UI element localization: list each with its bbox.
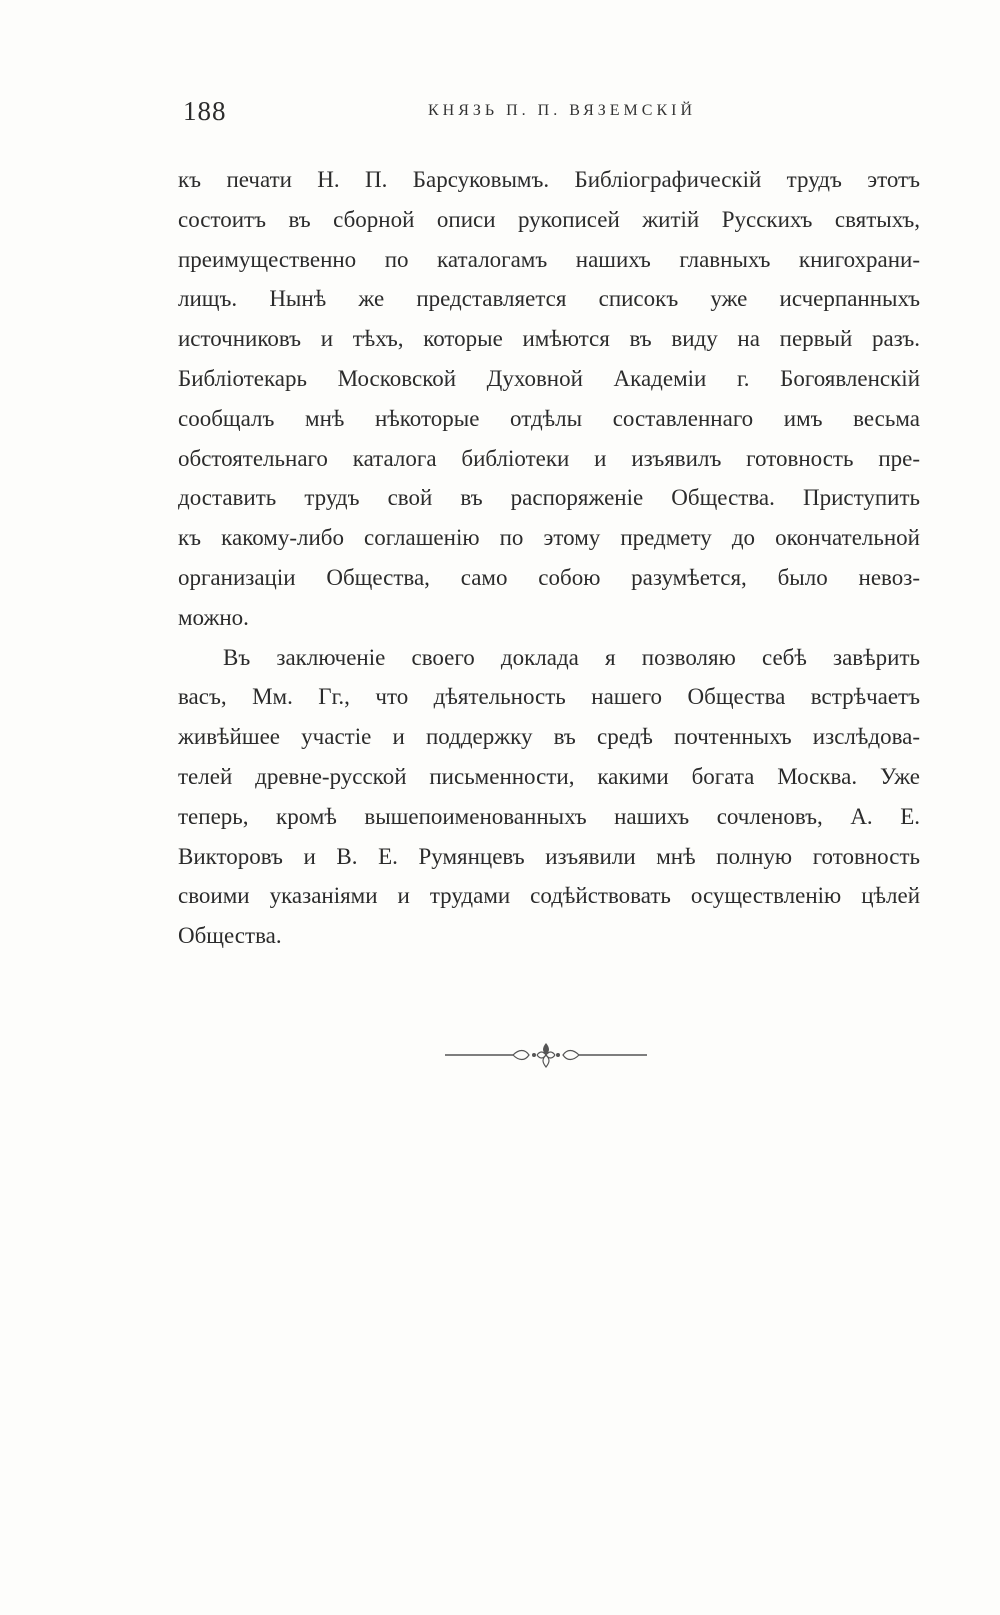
paragraph-1 [178, 160, 920, 638]
text-line: къ печати Н. П. Барсуковымъ. Библіографическій трудъ этотъ [178, 167, 920, 192]
text-line: Въ заключеніе своего доклада я позволяю себѣ завѣрить [223, 644, 920, 670]
text-line: преимущественно по каталогамъ нашихъ главныхъ книгохрани- [178, 246, 920, 272]
text-line: доставить трудъ свой въ распоряженіе Общества. Приступить [178, 485, 920, 511]
text-line: сообщалъ мнѣ нѣкоторые отдѣлы составленнаго имъ весьма [178, 405, 920, 431]
text-line: состоитъ въ сборной описи рукописей житій Русскихъ святыхъ, [178, 206, 920, 232]
paragraph-2 [178, 638, 920, 956]
text-line: васъ, Мм. Гг., что дѣятельность нашего Общества встрѣчаетъ [178, 684, 920, 710]
text-line: обстоятельнаго каталога библіотеки и изъявилъ готовность пре- [178, 445, 920, 471]
text-line: телей древне-русской письменности, какими богата Москва. Уже [178, 763, 920, 789]
text-line: Викторовъ и В. Е. Румянцевъ изъявили мнѣ полную готовность [178, 843, 920, 869]
text-line: теперь, кромѣ вышепоименованныхъ нашихъ сочленовъ, А. Е. [178, 803, 920, 829]
running-head [183, 96, 905, 136]
tailpiece-ornament [445, 1040, 647, 1070]
page-number: 188 [183, 96, 227, 126]
text-line: живѣйшее участіе и поддержку въ средѣ почтенныхъ изслѣдова- [178, 724, 920, 750]
text-line: можно. [178, 604, 249, 630]
text-line: Общества. [178, 923, 282, 949]
text-line: организаціи Общества, само собою разумѣется, было невоз- [178, 564, 920, 590]
text-line: Библіотекарь Московской Духовной Академіи г. Богоявленскій [178, 365, 920, 391]
body-text [178, 160, 920, 956]
text-line: лищъ. Нынѣ же представляется списокъ уже исчерпанныхъ [178, 286, 920, 312]
text-line: источниковъ и тѣхъ, которые имѣются въ виду на первый разъ. [178, 326, 920, 352]
text-line: къ какому-либо соглашенію по этому предмету до окончательной [178, 525, 920, 551]
running-title: КНЯЗЬ П. П. ВЯЗЕМСКІЙ [428, 102, 696, 119]
text-line: своими указаніями и трудами содѣйствовать осуществленію цѣлей [178, 883, 920, 909]
